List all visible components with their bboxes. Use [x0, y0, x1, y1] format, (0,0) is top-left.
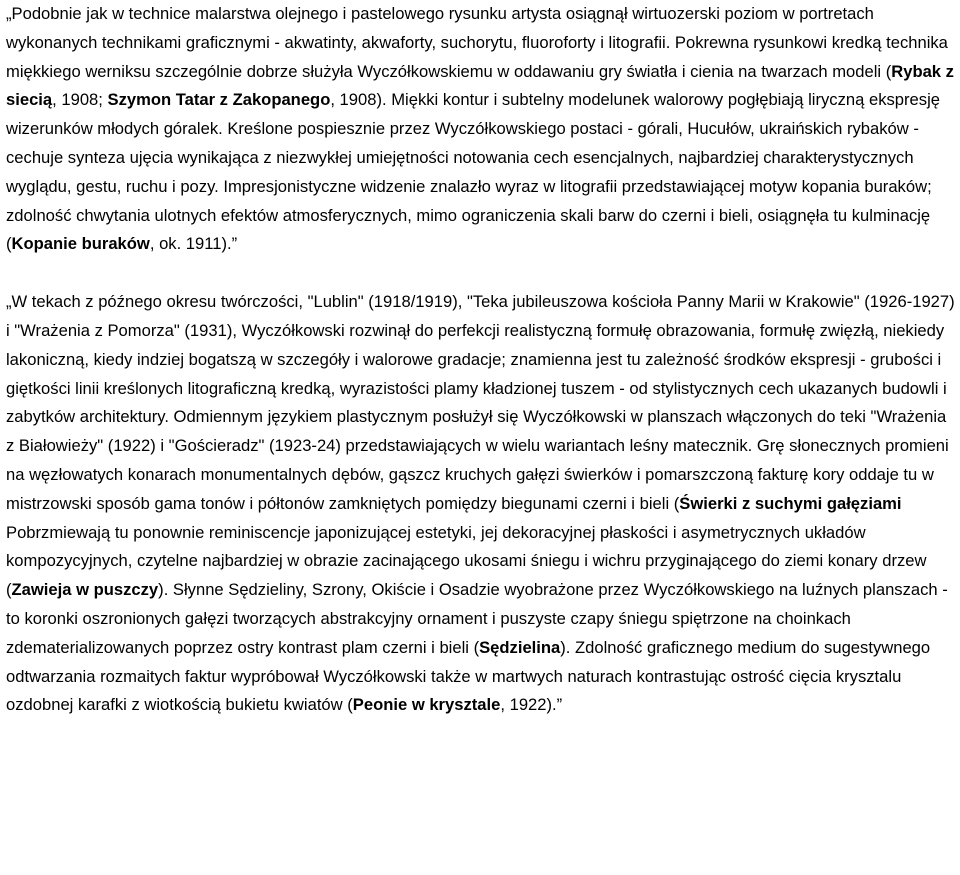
artwork-title: Świerki z suchymi gałęziami — [679, 493, 902, 513]
paragraph-1 — [6, 0, 958, 259]
text-run: , ok. 1911).” — [149, 234, 238, 254]
text-run: ). Zdolność graficznego medium do sugestywnego odtwarzania rozmaitych faktur wypróbował Wyczółkowski także w martwych naturach kontrastując ostrość cięcia krysztalu ozdobnej karafki z wiotkością bukietu kwiatów ( — [6, 637, 931, 715]
text-run: Pobrzmiewają tu ponownie reminiscencje japonizującej estetyki, jej dekoracyjnej płaskości i asymetrycznych układów kompozycyjnych, czytelne najbardziej w obrazie zacinającego ukosami śniegu i wichru przyginającego do ziemi konary drzew ( — [6, 522, 927, 600]
artwork-title: Kopanie buraków — [11, 234, 150, 254]
paragraph-2 — [6, 288, 958, 720]
artwork-title: Szymon Tatar z Zakopanego — [107, 90, 331, 110]
artwork-title: Rybak z siecią — [6, 61, 954, 110]
artwork-title: Peonie w krysztale — [352, 695, 501, 715]
text-run: , 1908). Miękki kontur i subtelny modelunek walorowy pogłębiają liryczną ekspresję wizerunków młodych góralek. Kreślone pospiesznie przez Wyczółkowskiego postaci - górali, Hucułów, ukraińskich rybaków - cechuje synteza ujęcia wynikająca z niezwykłej umiejętności notowania cech esencjalnych, najbardziej charakterystycznych wyglądu, gestu, ruchu i pozy. Impresjonistyczne widzenie znalazło wyraz w litografii przedstawiającej motyw kopania buraków; zdolność chwytania ulotnych efektów atmosferycznych, mimo ograniczenia skali barw do czerni i bieli, osiągnęła tu kulminację ( — [6, 90, 940, 254]
text-run: „W tekach z późnego okresu twórczości, "Lublin" (1918/1919), "Teka jubileuszowa kościoła Panny Marii w Krakowie" (1926-1927) i "Wrażenia z Pomorza" (1931), Wyczółkowski rozwinął do perfekcji realistyczną formułę obrazowania, formułę zwięzłą, niekiedy lakoniczną, kiedy indziej bogatszą w szczegóły i walorowe gradacje; znamienna jest tu zależność środków ekspresji - grubości i giętkości linii kreślonych litograficzną kredką, wyrazistości plamy kładzionej tuszem - od stylistycznych cech ukazanych budowli i zabytków architektury. Odmiennym językiem plastycznym posłużył się Wyczółkowski w planszach włączonych do teki "Wrażenia z Białowieży" (1922) i "Gościeradz" (1923-24) przedstawiających w wielu wariantach leśny matecznik. Grę słonecznych promieni na węzłowatych konarach monumentalnych dębów, gąszcz kruchych gałęzi świerków i pomarszczoną fakturę kory oddaje tu w mistrzowski sposób gama tonów i półtonów zamkniętych pomiędzy biegunami czerni i bieli ( — [6, 292, 955, 513]
text-run: ). Słynne Sędzieliny, Szrony, Okiście i Osadzie wyobrażone przez Wyczółkowskiego na luźnych planszach - to koronki oszronionych gałęzi tworzących abstrakcyjny ornament i puszyste czapy śniegu spiętrzone na choinkach zdematerializowanych poprzez ostry kontrast plam czerni i bieli ( — [6, 580, 948, 657]
text-run: „Podobnie jak w technice malarstwa olejnego i pastelowego rysunku artysta osiągnął wirtuozerski poziom w portretach wykonanych technikami graficznymi - akwatinty, akwaforty, suchorytu, fluoroforty i litografii. Pokrewna rysunkowi kredką technika miękkiego werniksu szczególnie dobrze służyła Wyczółkowskiemu w oddawaniu gry światła i cienia na twarzach modeli ( — [6, 4, 948, 81]
document-body — [6, 0, 958, 720]
artwork-title: Zawieja w puszczy — [11, 580, 159, 600]
text-run: , 1908; — [52, 90, 108, 110]
text-run: , 1922).” — [500, 695, 563, 715]
artwork-title: Sędzielina — [479, 637, 561, 657]
